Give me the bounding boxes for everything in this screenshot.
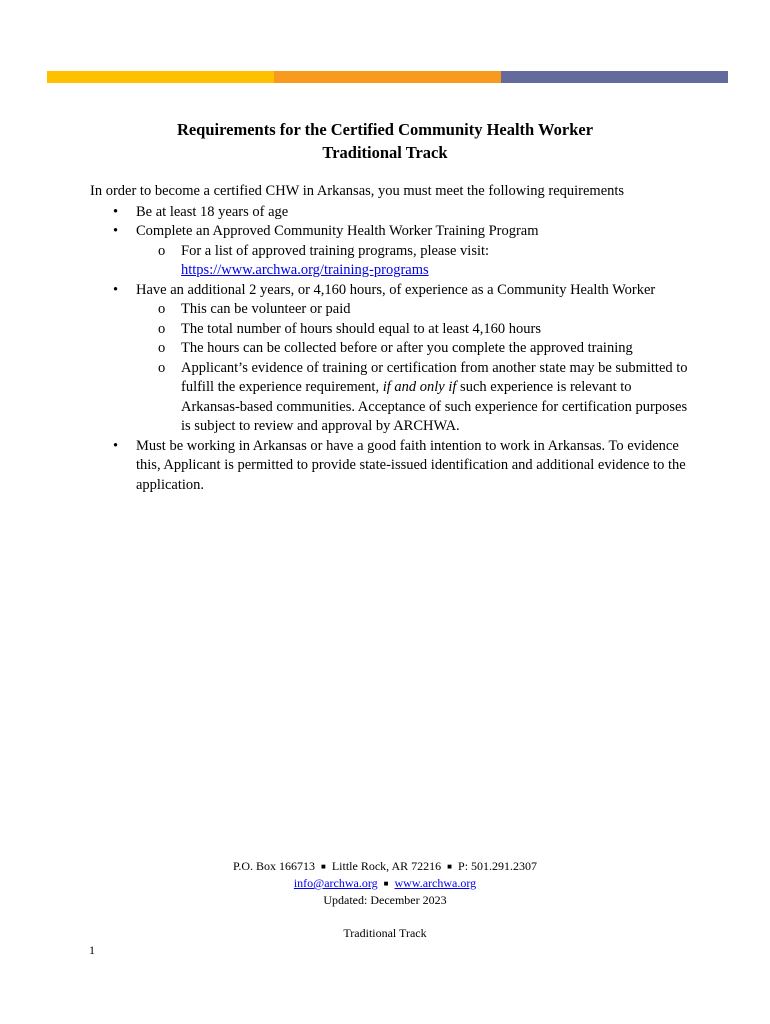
bullet-icon: • (113, 203, 119, 220)
requirement-text: Complete an Approved Community Health Worker Training Program (136, 223, 539, 239)
requirement-text: Must be working in Arkansas or have a good faith intention to work in Arkansas. To evidence this, Applicant is permitted to provide state-issued identification and additional evidence to the application. (136, 437, 686, 493)
experience-sublist (136, 300, 690, 437)
requirement-item-experience (90, 281, 690, 437)
email-link[interactable]: info@archwa.org (293, 876, 378, 890)
title-line-1: Requirements for the Certified Community Health Worker (176, 120, 594, 139)
sub-bullet-icon: o (158, 359, 166, 376)
requirement-text: Have an additional 2 years, or 4,160 hours, of experience as a Community Health Worker (136, 281, 656, 298)
separator-icon: ■ (383, 879, 389, 888)
footer-city: Little Rock, AR 72216 (331, 859, 442, 873)
sub-item-emphasis: if and only if (382, 379, 457, 395)
bullet-icon: • (113, 437, 119, 454)
sub-item-text-a: Applicant’s evidence of training or certification from another state may be submitted to fulfill the experience requirement, (181, 359, 688, 395)
footer-links-line (0, 875, 770, 892)
sub-bullet-icon: o (158, 301, 166, 317)
sub-item (136, 300, 690, 320)
website-link[interactable]: www.archwa.org (394, 876, 477, 890)
page-title (0, 118, 770, 164)
requirement-item-age (90, 203, 690, 223)
bullet-icon: • (113, 281, 119, 298)
separator-icon: ■ (320, 862, 326, 871)
sub-bullet-icon: o (158, 320, 166, 337)
sub-item (136, 320, 690, 340)
requirements-list (90, 203, 690, 496)
training-sublist (136, 242, 690, 281)
sub-item-text: The hours can be collected before or after you complete the approved training (181, 340, 633, 356)
header-color-bar (47, 71, 728, 83)
header-bar-yellow (47, 71, 274, 83)
sub-item (136, 359, 690, 437)
sub-item-training-link (136, 242, 690, 281)
footer-contact-line (0, 858, 770, 875)
footer-updated: Updated: December 2023 (323, 893, 447, 907)
sub-bullet-icon: o (158, 340, 166, 356)
footer-address: P.O. Box 166713 (232, 859, 315, 873)
title-line-2: Traditional Track (322, 143, 448, 162)
document-label: Traditional Track (343, 926, 427, 940)
page-number: 1 (89, 943, 95, 957)
sub-item-text: This can be volunteer or paid (181, 301, 351, 317)
header-bar-purple (501, 71, 728, 83)
separator-icon: ■ (447, 862, 453, 871)
sub-item-text-b: such experience is relevant to Arkansas-based communities. Acceptance of such experience for certification purposes is subject to review and approval by ARCHWA. (181, 379, 688, 434)
requirement-item-training (90, 222, 690, 281)
sub-item-text: For a list of approved training programs, please visit: (181, 242, 490, 259)
header-bar-orange (274, 71, 501, 83)
footer-phone: P: 501.291.2307 (458, 859, 538, 873)
bullet-icon: • (113, 223, 119, 239)
training-programs-link[interactable]: https://www.archwa.org/training-programs (181, 262, 429, 278)
sub-bullet-icon: o (158, 242, 166, 259)
intro-text: In order to become a certified CHW in Arkansas, you must meet the following requirements (90, 183, 625, 199)
footer (0, 858, 770, 909)
sub-item (136, 339, 690, 359)
requirement-text: Be at least 18 years of age (136, 203, 289, 220)
sub-item-text: The total number of hours should equal to at least 4,160 hours (181, 320, 542, 337)
requirement-item-residency (90, 437, 690, 496)
requirements-body (90, 182, 690, 495)
